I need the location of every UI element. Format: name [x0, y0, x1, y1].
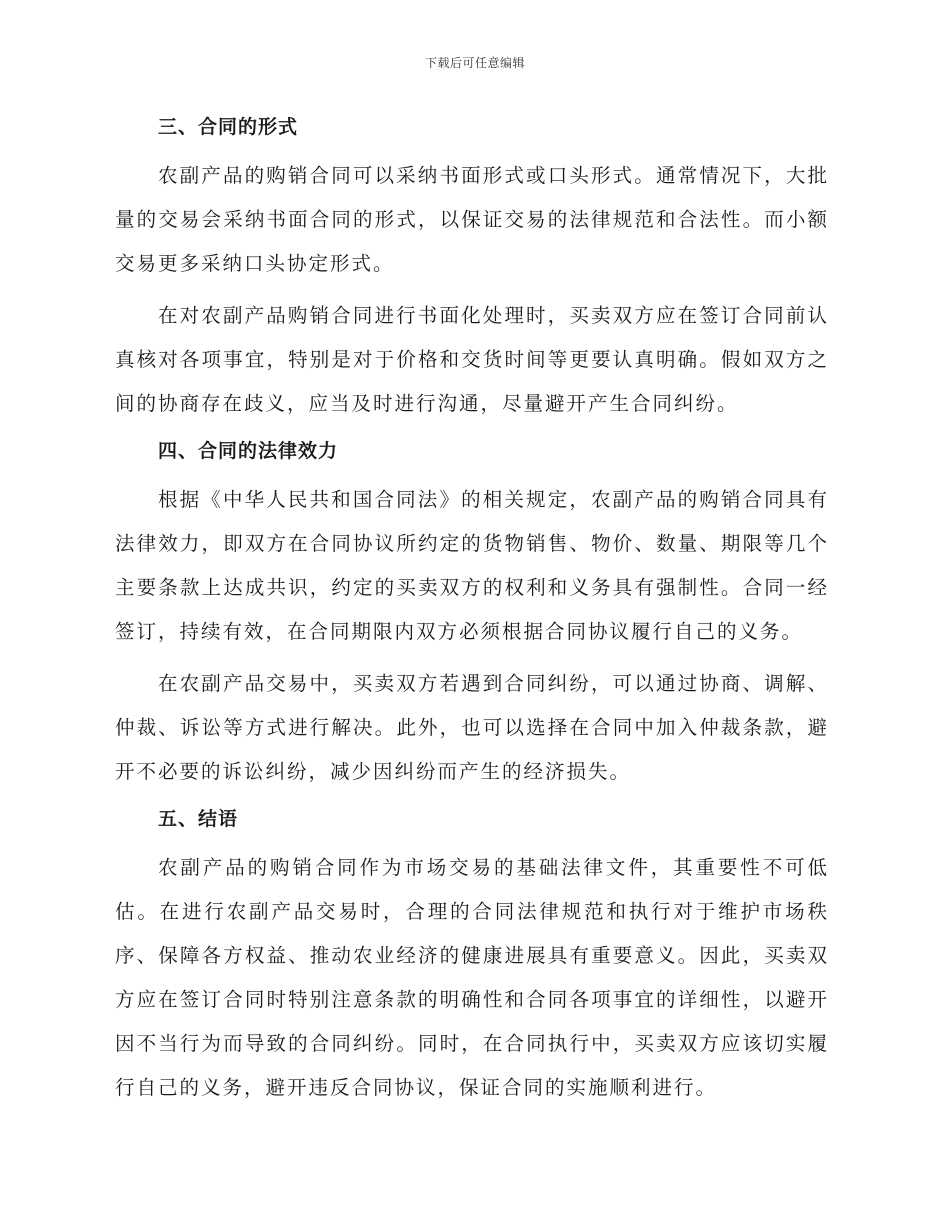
paragraph: 在农副产品交易中，买卖双方若遇到合同纠纷，可以通过协商、调解、仲裁、诉讼等方式进行解决。此外，也可以选择在合同中加入仲裁条款，避开不必要的诉讼纠纷，减少因纠纷而产生的经济损失。 [115, 672, 829, 783]
section-heading: 三、合同的形式 [158, 116, 299, 138]
section-heading: 五、结语 [158, 808, 239, 830]
section-form [115, 110, 829, 426]
paragraph: 在对农副产品购销合同进行书面化处理时，买卖双方应在签订合同前认真核对各项事宜，特别是对于价格和交货时间等更要认真明确。假如双方之间的协商存在歧义，应当及时进行沟通，尽量避开产生合同纠纷。 [115, 304, 829, 415]
paragraph: 根据《中华人民共和国合同法》的相关规定，农副产品的购销合同具有法律效力，即双方在合同协议所约定的货物销售、物价、数量、期限等几个主要条款上达成共识，约定的买卖双方的权利和义务具有强制性。合同一经签订，持续有效，在合同期限内双方必须根据合同协议履行自己的义务。 [115, 488, 829, 643]
section-legal-effect [115, 434, 829, 794]
header-note: 下载后可任意编辑 [424, 56, 525, 70]
document-body [115, 110, 829, 1118]
paragraph: 农副产品的购销合同可以采纳书面形式或口头形式。通常情况下，大批量的交易会采纳书面合同的形式，以保证交易的法律规范和合法性。而小额交易更多采纳口头协定形式。 [115, 164, 829, 275]
section-conclusion [115, 802, 829, 1110]
section-heading: 四、合同的法律效力 [158, 440, 339, 462]
paragraph: 农副产品的购销合同作为市场交易的基础法律文件，其重要性不可低估。在进行农副产品交易时，合理的合同法律规范和执行对于维护市场秩序、保障各方权益、推动农业经济的健康进展具有重要意义。因此，买卖双方应在签订合同时特别注意条款的明确性和合同各项事宜的详细性，以避开因不当行为而导致的合同纠纷。同时，在合同执行中，买卖双方应该切实履行自己的义务，避开违反合同协议，保证合同的实施顺利进行。 [115, 856, 829, 1099]
